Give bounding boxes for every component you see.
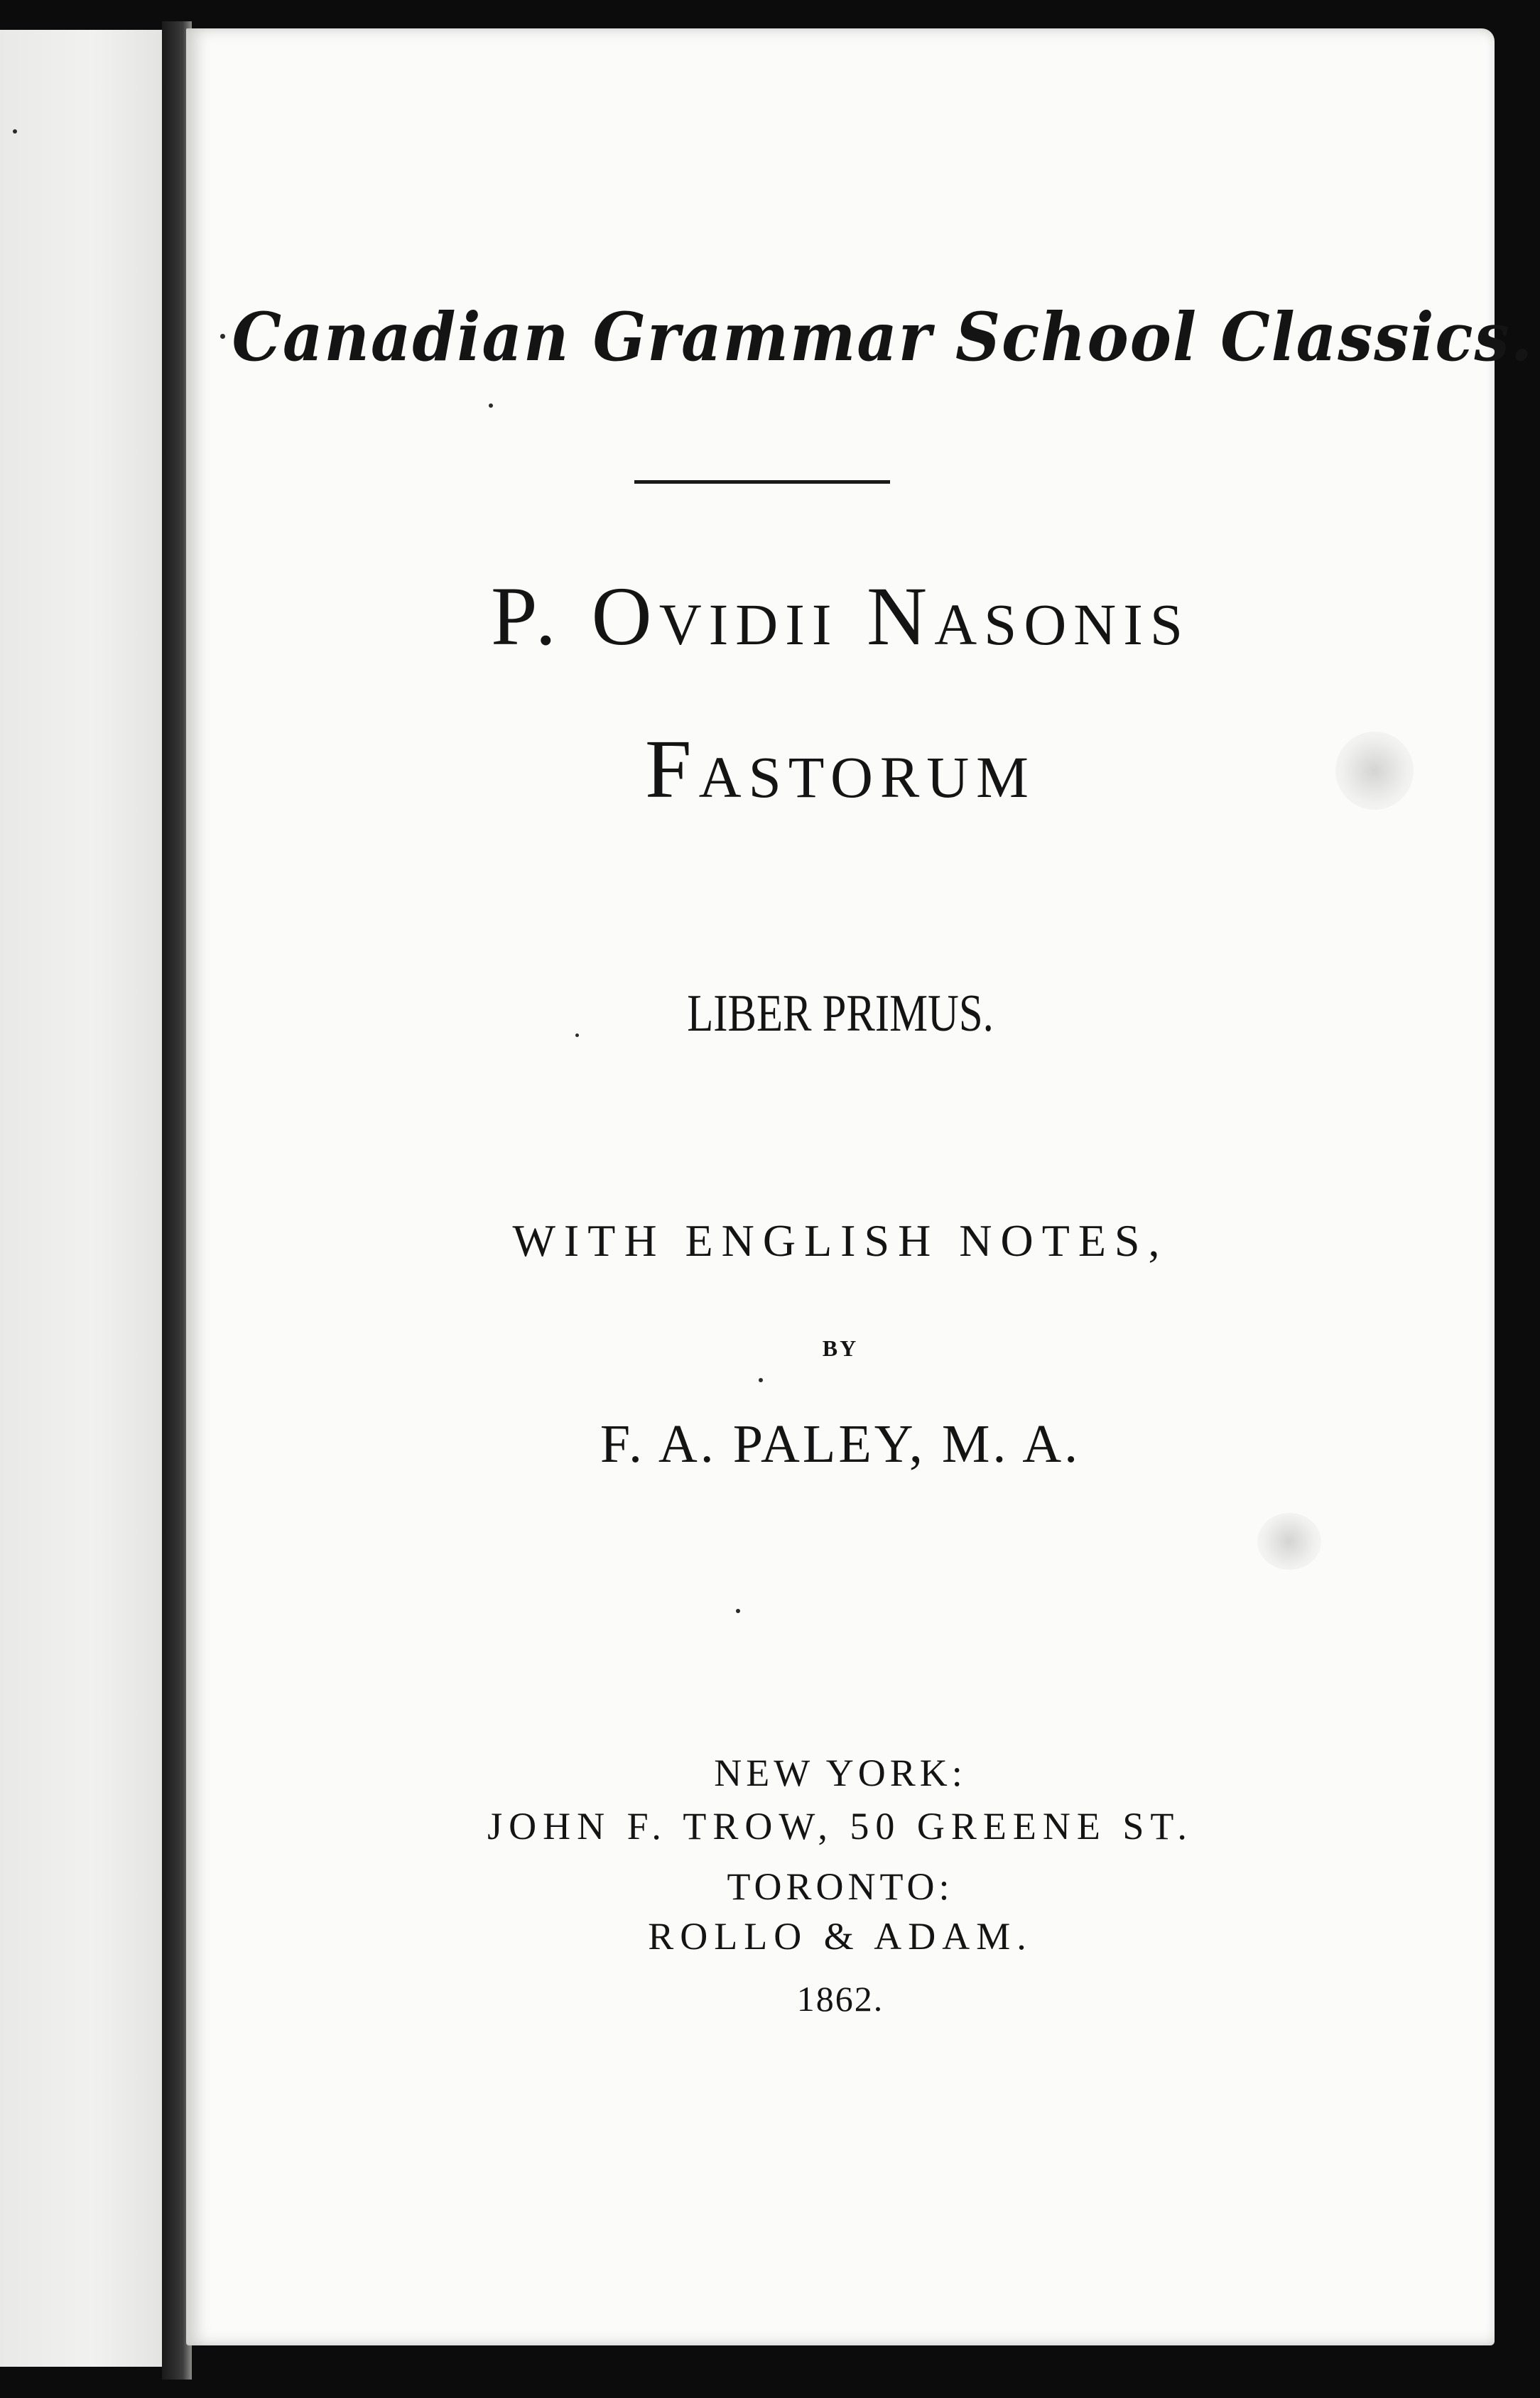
author-name: F. A. PALEY, M. A. (600, 1414, 1081, 1474)
notes-line: WITH ENGLISH NOTES, (512, 1215, 1168, 1266)
imprint-city-toronto: TORONTO: (727, 1865, 954, 1908)
title-rule (634, 480, 890, 484)
book-title-line-1: P. Ovidii Nasonis (490, 570, 1191, 663)
ink-speck (13, 129, 17, 134)
by-label: BY (822, 1335, 859, 1361)
imprint-publisher-rollo-adam: ROLLO & ADAM. (648, 1915, 1033, 1958)
ink-speck (489, 403, 493, 408)
book-part: LIBER PRIMUS. (687, 984, 994, 1043)
series-title: Canadian Grammar School Classics. (232, 298, 1534, 376)
book-title-line-2: Fastorum (645, 722, 1036, 815)
facing-page-edge (0, 30, 170, 2367)
imprint-year: 1862. (796, 1979, 884, 2019)
imprint-publisher-trow: JOHN F. TROW, 50 GREENE ST. (487, 1805, 1193, 1848)
ink-speck (759, 1378, 763, 1382)
paper-smudge (1257, 1513, 1321, 1570)
imprint-city-new-york: NEW YORK: (714, 1752, 967, 1794)
ink-speck (736, 1609, 740, 1613)
ink-speck (220, 334, 225, 339)
